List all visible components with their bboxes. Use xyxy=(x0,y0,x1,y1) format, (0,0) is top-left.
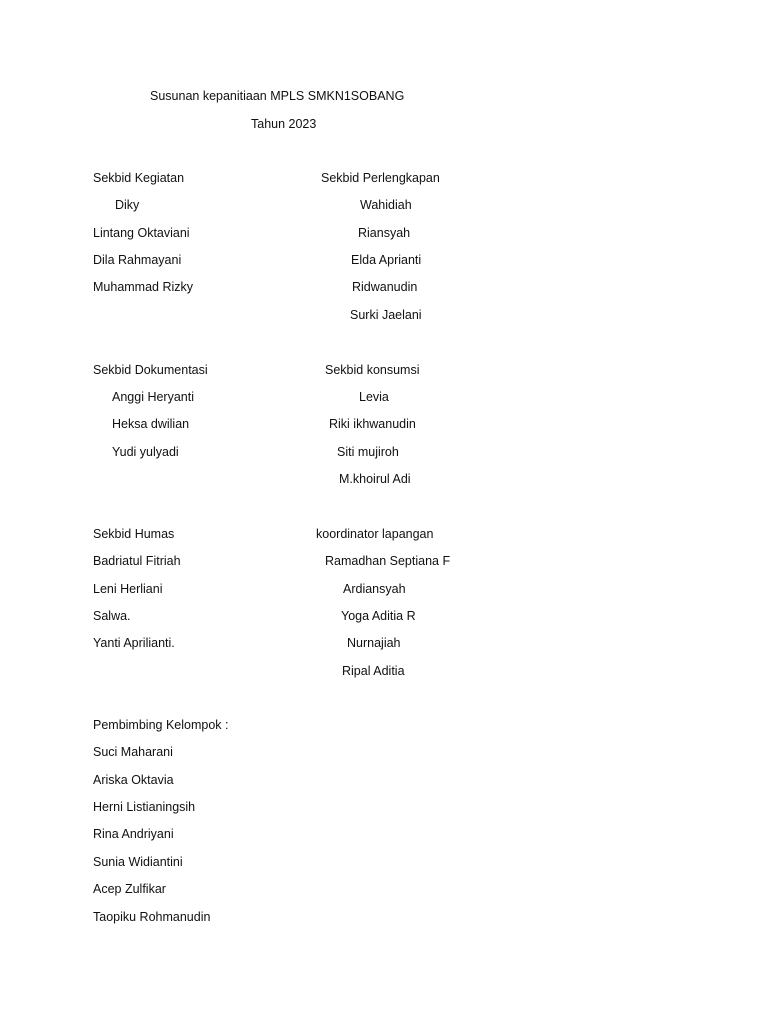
section-heading-humas: Sekbid Humas xyxy=(93,527,175,541)
section-heading-pembimbing: Pembimbing Kelompok : xyxy=(93,718,229,732)
member-name: Heksa dwilian xyxy=(112,417,190,431)
member-name: Sunia Widiantini xyxy=(93,855,183,869)
member-name: Herni Listianingsih xyxy=(93,800,196,814)
section-heading-konsumsi: Sekbid konsumsi xyxy=(325,363,420,377)
member-name: Ariska Oktavia xyxy=(93,773,174,787)
member-name: Siti mujiroh xyxy=(337,445,399,459)
document-title: Susunan kepanitiaan MPLS SMKN1SOBANG xyxy=(150,89,405,103)
member-name: Ardiansyah xyxy=(343,582,406,596)
member-name: Riki ikhwanudin xyxy=(329,417,416,431)
member-name: Riansyah xyxy=(358,226,411,240)
member-name: Levia xyxy=(359,390,389,404)
member-name: Muhammad Rizky xyxy=(93,280,194,294)
section-heading-korlap: koordinator lapangan xyxy=(316,527,434,541)
member-name: Anggi Heryanti xyxy=(112,390,194,404)
member-name: Ridwanudin xyxy=(352,280,418,294)
section-heading-kegiatan: Sekbid Kegiatan xyxy=(93,171,185,185)
member-name: Suci Maharani xyxy=(93,745,173,759)
member-name: Nurnajiah xyxy=(347,636,401,650)
member-name: M.khoirul Adi xyxy=(339,472,411,486)
member-name: Surki Jaelani xyxy=(350,308,422,322)
member-name: Acep Zulfikar xyxy=(93,882,166,896)
member-name: Elda Aprianti xyxy=(351,253,422,267)
member-name: Dila Rahmayani xyxy=(93,253,182,267)
member-name: Ripal Aditia xyxy=(342,664,405,678)
member-name: Taopiku Rohmanudin xyxy=(93,910,211,924)
member-name: Yudi yulyadi xyxy=(112,445,179,459)
member-name: Badriatul Fitriah xyxy=(93,554,181,568)
member-name: Diky xyxy=(115,198,140,212)
member-name: Leni Herliani xyxy=(93,582,163,596)
document-year: Tahun 2023 xyxy=(251,117,317,131)
member-name: Ramadhan Septiana F xyxy=(325,554,451,568)
member-name: Rina Andriyani xyxy=(93,827,174,841)
member-name: Yoga Aditia R xyxy=(341,609,416,623)
member-name: Salwa. xyxy=(93,609,131,623)
member-name: Wahidiah xyxy=(360,198,412,212)
section-heading-perlengkapan: Sekbid Perlengkapan xyxy=(321,171,440,185)
member-name: Yanti Aprilianti. xyxy=(93,636,175,650)
member-name: Lintang Oktaviani xyxy=(93,226,190,240)
section-heading-dokumentasi: Sekbid Dokumentasi xyxy=(93,363,208,377)
